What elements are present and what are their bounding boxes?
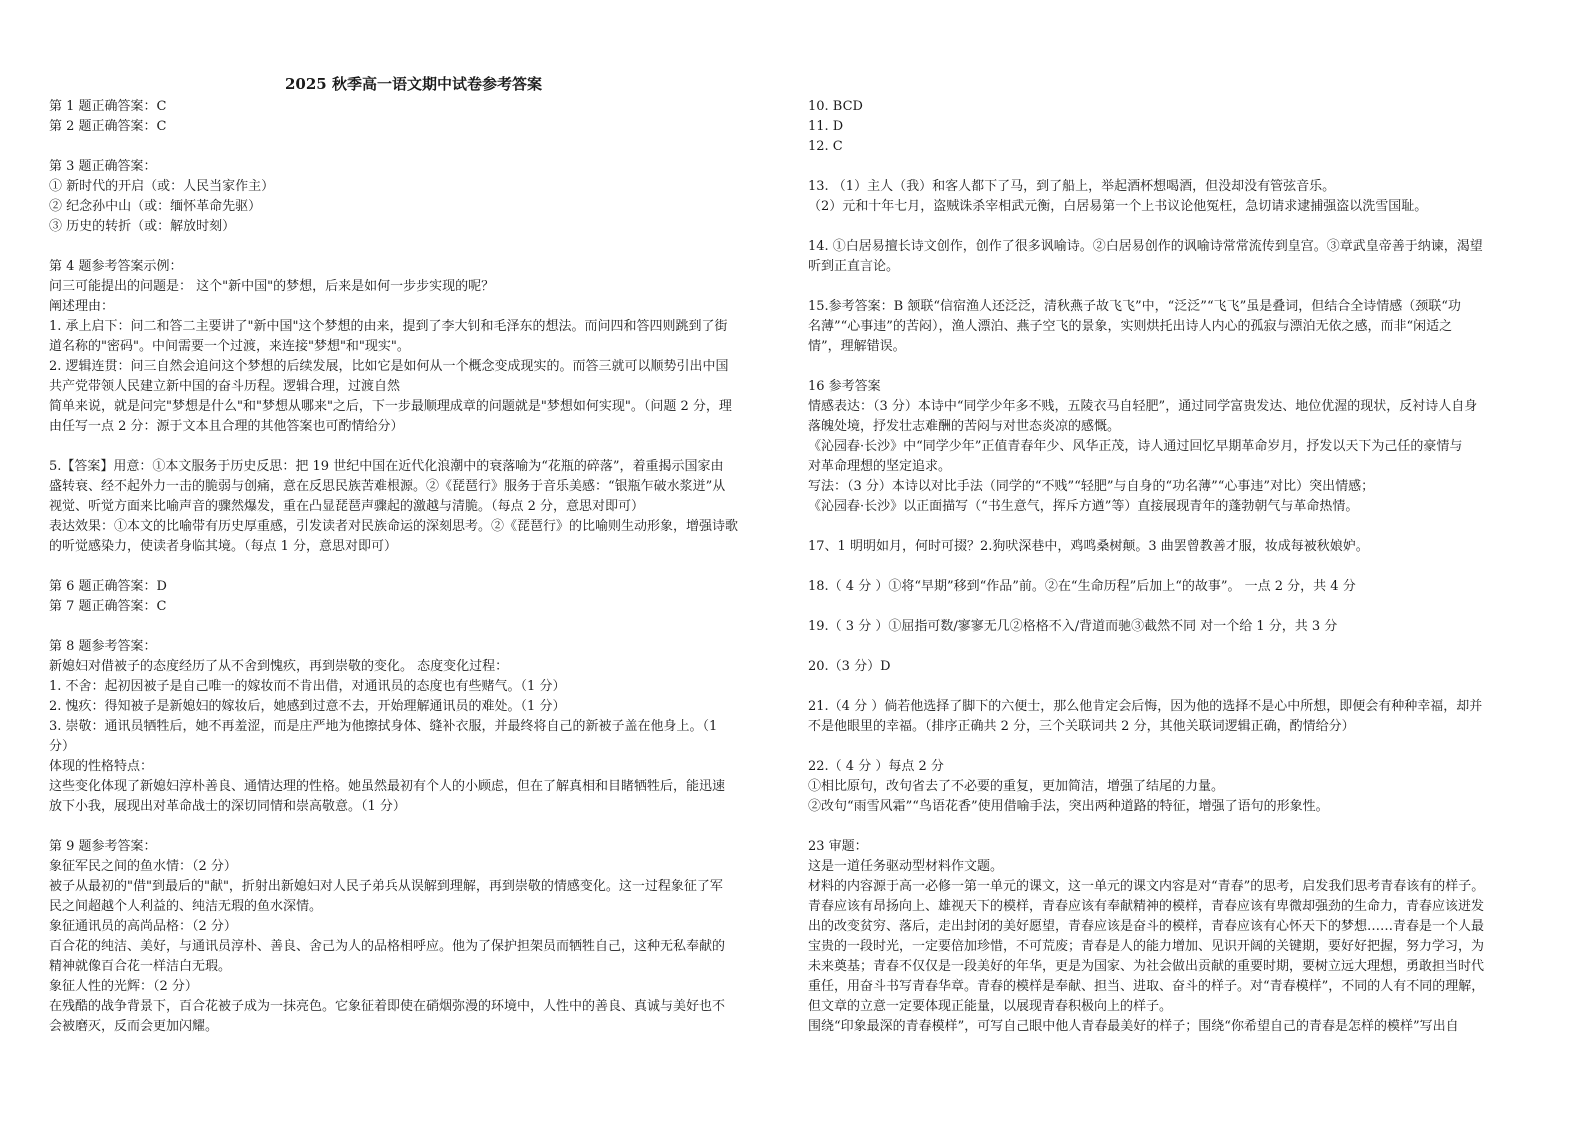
blank-line [808, 277, 1541, 297]
text-line: 对革命理想的坚定追求。 [808, 459, 952, 474]
text-line: 阐述理由： [49, 299, 115, 314]
text-line: 2. 逻辑连贯：问三自然会追问这个梦想的后续发展，比如它是如何从一个概念变成现实的。而答三就可以顺势引出中国 [49, 359, 729, 374]
blank-line [808, 737, 1541, 757]
text-line: 13. （1）主人（我）和客人都下了马，到了船上，举起酒杯想喝酒，但没却没有管弦音乐。 [808, 179, 1336, 194]
text-line: 18.（ 4 分 ）①将“早期”移到“作品”前。②在“生命历程”后加上“的故事”。 一点 2 分，共 4 分 [808, 579, 1356, 594]
blank-line [808, 817, 1541, 837]
text-line: 放下小我，展现出对革命战士的深切同情和崇高敬意。（1 分） [49, 799, 406, 814]
text-line: 第 4 题参考答案示例： [49, 259, 183, 274]
text-line: 听到正直言论。 [808, 259, 900, 274]
text-line: 宝贵的一段时光，一定要倍加珍惜，不可荒废；青春是人的能力增加、见识开阔的关键期，要好好把握，努力学习，为 [808, 939, 1485, 954]
blank-line [49, 137, 784, 157]
blank-line [808, 217, 1541, 237]
text-line: ②改句“雨雪风霜”“鸟语花香”使用借喻手法，突出两种道路的特征，增强了语句的形象性。 [808, 799, 1329, 814]
text-line: 10. BCD [808, 99, 863, 114]
blank-line [808, 557, 1541, 577]
text-line: 视觉、听觉方面来比喻声音的骤然爆发，重在凸显琵琶声骤起的激越与清脆。（每点 2 分，意思对即可） [49, 499, 645, 514]
right-column [808, 97, 1541, 1037]
page-title: 2025 秋季高一语文期中试卷参考答案 [285, 75, 542, 93]
text-line: 17、1 明明如月，何时可掇？2.狗吠深巷中，鸡鸣桑树颠。3 曲罢曾教善才服，妆成每被秋娘妒。 [808, 539, 1369, 554]
text-line: ①相比原句，改句省去了不必要的重复，更加简洁，增强了结尾的力量。 [808, 779, 1225, 794]
text-line: 第 9 题参考答案： [49, 839, 157, 854]
text-line: 分） [49, 739, 76, 754]
text-line: 共产党带领人民建立新中国的奋斗历程。逻辑合理，过渡自然 [49, 379, 401, 394]
text-line: 21.（4 分 ）倘若他选择了脚下的六便士，那么他肯定会后悔，因为他的选择不是心中所想，即便会有种种幸福，却并 [808, 699, 1483, 714]
text-line: 象征人性的光辉：（2 分） [49, 979, 198, 994]
text-line: 新媳妇对借被子的态度经历了从不舍到愧疚，再到崇敬的变化。 态度变化过程： [49, 659, 509, 674]
text-line: ① 新时代的开启（或：人民当家作主） [49, 179, 275, 194]
text-line: 1. 承上启下：问二和答二主要讲了"新中国"这个梦想的由来，提到了李大钊和毛泽东的想法。而问四和答四则跳到了街 [49, 319, 728, 334]
blank-line [808, 517, 1541, 537]
text-line: ② 纪念孙中山（或：缅怀革命先驱） [49, 199, 262, 214]
blank-line [808, 597, 1541, 617]
text-line: ③ 历史的转折（或：解放时刻） [49, 219, 236, 234]
text-line: 道名称的"密码"。中间需要一个过渡，来连接"梦想"和"现实"。 [49, 339, 410, 354]
text-line: 体现的性格特点： [49, 759, 154, 774]
text-line: 第 1 题正确答案：C [49, 99, 167, 114]
text-line: 在残酷的战争背景下，百合花被子成为一抹亮色。它象征着即使在硝烟弥漫的环境中，人性中的善良、真诚与美好也不 [49, 999, 726, 1014]
text-line: 围绕“印象最深的青春模样”，可写自己眼中他人青春最美好的样子；围绕“你希望自己的青春是怎样的模样”写出自 [808, 1019, 1459, 1034]
text-line: 精神就像百合花一样洁白无瑕。 [49, 959, 232, 974]
text-line: 会被磨灭，反而会更加闪耀。 [49, 1019, 219, 1034]
text-line: 22.（ 4 分 ）每点 2 分 [808, 759, 944, 774]
text-line: 1. 不舍：起初因被子是自己唯一的嫁妆而不肯出借，对通讯员的态度也有些赌气。（1 分） [49, 679, 566, 694]
text-line: 这些变化体现了新媳妇淳朴善良、通情达理的性格。她虽然最初有个人的小顾虑，但在了解真相和目睹牺牲后，能迅速 [49, 779, 726, 794]
text-line: 民之间超越个人利益的、纯洁无瑕的鱼水深情。 [49, 899, 323, 914]
blank-line [49, 237, 784, 257]
blank-line [808, 157, 1541, 177]
text-line: 但文章的立意一定要体现正能量，以展现青春积极向上的样子。 [808, 999, 1173, 1014]
text-line: 15.参考答案：B 颔联“信宿渔人还泛泛，清秋燕子故飞飞”中，“泛泛”“飞飞”虽是叠词，但结合全诗情感（颈联“功 [808, 299, 1461, 314]
text-line: 第 8 题参考答案： [49, 639, 157, 654]
text-line: 这是一道任务驱动型材料作文题。 [808, 859, 1004, 874]
text-line: 盛转衰、经不起外力一击的脆弱与创痛，意在反思民族苦难根源。②《琵琶行》服务于音乐美感：“银瓶乍破水浆迸”从 [49, 479, 726, 494]
text-line: 情”，理解错误。 [808, 339, 906, 354]
text-line: 情感表达：（3 分）本诗中“同学少年多不贱，五陵衣马自轻肥”，通过同学富贵发达、地位优渥的现状，反衬诗人自身 [808, 399, 1478, 414]
text-line: 问三可能提出的问题是： 这个"新中国"的梦想，后来是如何一步步实现的呢？ [49, 279, 495, 294]
text-line: 20.（3 分）D [808, 659, 891, 674]
text-line: 3. 崇敬：通讯员牺牲后，她不再羞涩，而是庄严地为他擦拭身体、缝补衣服，并最终将自己的新被子盖在他身上。（1 [49, 719, 718, 734]
left-column [49, 97, 784, 1037]
text-line: 16 参考答案 [808, 379, 881, 394]
text-line: 被子从最初的"借"到最后的"献"，折射出新媳妇对人民子弟兵从误解到理解，再到崇敬的情感变化。这一过程象征了军 [49, 879, 723, 894]
text-line: 材料的内容源于高一必修一第一单元的课文，这一单元的课文内容是对“青春”的思考，启发我们思考青春该有的样子。 [808, 879, 1485, 894]
text-line: 2. 愧疚：得知被子是新媳妇的嫁妆后，她感到过意不去，开始理解通讯员的难处。（1 分） [49, 699, 566, 714]
text-line: 写法：（3 分）本诗以对比手法（同学的“不贱”“轻肥”与自身的“功名薄”“心事违”对比）突出情感； [808, 479, 1375, 494]
text-line: 第 7 题正确答案：C [49, 599, 167, 614]
text-line: 落魄处境，抒发壮志难酬的苦闷与对世态炎凉的感慨。 [808, 419, 1121, 434]
text-line: 《沁园春·长沙》以正面描写（“书生意气，挥斥方遒”等）直接展现青年的蓬勃朝气与革命热情。 [808, 499, 1359, 514]
text-line: （2）元和十年七月，盗贼诛杀宰相武元衡，白居易第一个上书议论他冤枉，急切请求逮捕强盗以洗雪国耻。 [808, 199, 1428, 214]
text-line: 象征通讯员的高尚品格：（2 分） [49, 919, 237, 934]
text-line: 百合花的纯洁、美好，与通讯员淳朴、善良、舍己为人的品格相呼应。他为了保护担架员而牺牲自己，这种无私奉献的 [49, 939, 726, 954]
text-line: 名薄”“心事违”的苦闷），渔人漂泊、燕子空飞的景象，实则烘托出诗人内心的孤寂与漂泊无依之感，而非“闲适之 [808, 319, 1453, 334]
text-line: 12. C [808, 139, 843, 154]
blank-line [49, 557, 784, 577]
text-line: 由任写一点 2 分：源于文本且合理的其他答案也可酌情给分） [49, 419, 404, 434]
text-line: 23 审题： [808, 839, 868, 854]
blank-line [808, 637, 1541, 657]
text-line: 第 6 题正确答案：D [49, 579, 167, 594]
blank-line [808, 357, 1541, 377]
text-line: 19.（ 3 分 ）①屈指可数/寥寥无几②格格不入/背道而驰③截然不同 对一个给 1 分，共 3 分 [808, 619, 1338, 634]
blank-line [808, 677, 1541, 697]
blank-line [49, 617, 784, 637]
text-line: 不是他眼里的幸福。（排序正确共 2 分，三个关联词共 2 分，其他关联词逻辑正确，酌情给分） [808, 719, 1355, 734]
text-line: 11. D [808, 119, 844, 134]
text-line: 出的改变贫穷、落后，走出封闭的美好愿望，青春应该是奋斗的模样，青春应该有心怀天下的梦想……青春是一个人最 [808, 919, 1485, 934]
blank-line [49, 817, 784, 837]
text-line: 《沁园春·长沙》中“同学少年”正值青春年少、风华正茂，诗人通过回忆早期革命岁月，抒发以天下为己任的豪情与 [808, 439, 1463, 454]
text-line: 第 2 题正确答案：C [49, 119, 167, 134]
text-line: 第 3 题正确答案： [49, 159, 157, 174]
text-line: 表达效果：①本文的比喻带有历史厚重感，引发读者对民族命运的深刻思考。②《琵琶行》的比喻则生动形象，增强诗歌 [49, 519, 739, 534]
text-line: 的听觉感染力，使读者身临其境。（每点 1 分，意思对即可） [49, 539, 398, 554]
text-line: 未来奠基；青春不仅仅是一段美好的年华，更是为国家、为社会做出贡献的重要时期，要树立远大理想，勇敢担当时代 [808, 959, 1485, 974]
blank-line [49, 437, 784, 457]
text-line: 14. ①白居易擅长诗文创作，创作了很多讽喻诗。②白居易创作的讽喻诗常常流传到皇宫。③章武皇帝善于纳谏，渴望 [808, 239, 1483, 254]
text-line: 重任，用奋斗书写青春华章。青春的模样是奉献、担当、进取、奋斗的样子。对“青春模样”，不同的人有不同的理解， [808, 979, 1485, 994]
text-line: 简单来说，就是问完"梦想是什么"和"梦想从哪来"之后，下一步最顺理成章的问题就是"梦想如何实现"。（问题 2 分，理 [49, 399, 732, 414]
text-line: 象征军民之间的鱼水情：（2 分） [49, 859, 237, 874]
text-line: 青春应该有昂扬向上、雄视天下的模样，青春应该有奉献精神的模样，青春应该有卑微却强劲的生命力，青春应该迸发 [808, 899, 1485, 914]
text-line: 5.【答案】用意：①本文服务于历史反思：把 19 世纪中国在近代化浪潮中的衰落喻为“花瓶的碎落”，着重揭示国家由 [49, 459, 724, 474]
